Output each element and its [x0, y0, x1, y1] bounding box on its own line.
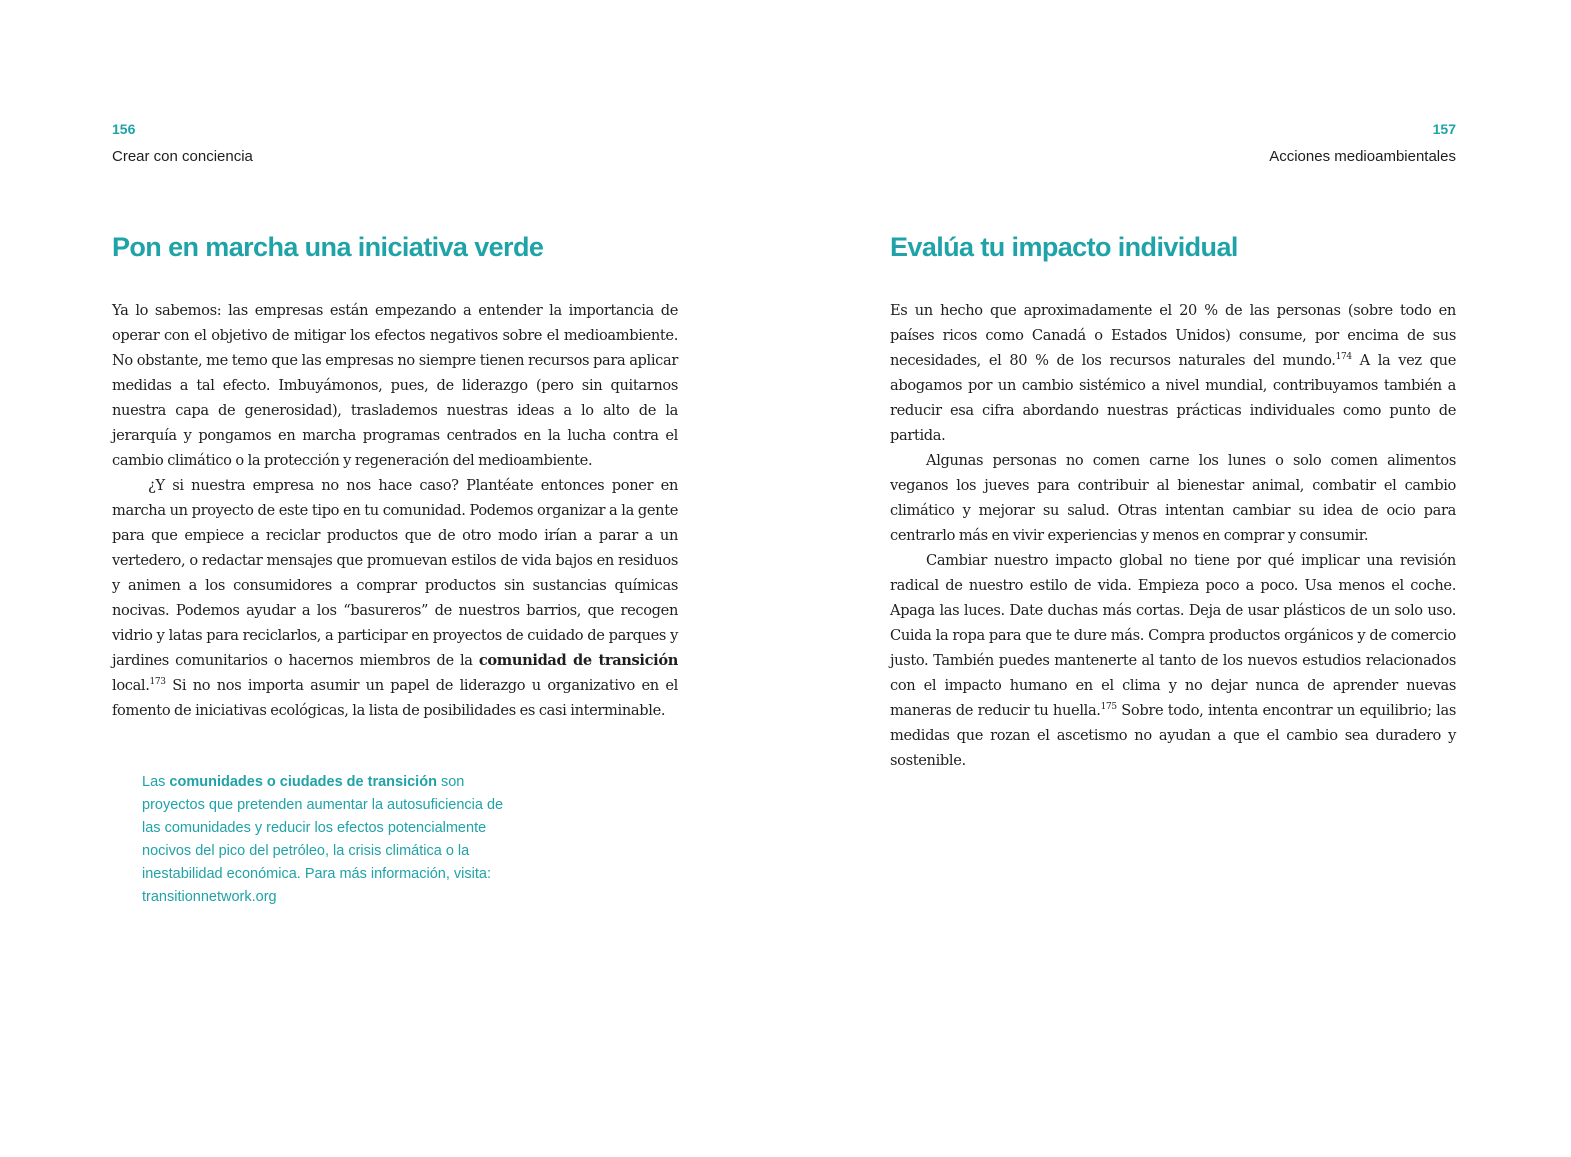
- bold-term: comunidades o ciudades de transición: [169, 774, 437, 790]
- footnote-ref: 173: [149, 677, 166, 688]
- page-number: 156: [112, 121, 136, 137]
- text-run: local.: [112, 677, 150, 694]
- text-run: son proyectos que pretenden aumentar la autosuficiencia de las comunidades y reducir los efectos potencialmente nocivos del pico del petróleo, la crisis climática o la inestabilidad económica. Para más información, visita: transitionnetwork.org: [142, 774, 504, 905]
- section-heading: Pon en marcha una iniciativa verde: [112, 232, 544, 262]
- bold-term: comunidad de transición: [478, 652, 678, 669]
- running-head: Acciones medioambientales: [1269, 148, 1456, 165]
- text-run: Las: [142, 774, 170, 790]
- section-heading: Evalúa tu impacto individual: [890, 232, 1238, 262]
- paragraph: [890, 298, 1456, 448]
- sidebar-note: [142, 771, 520, 909]
- footnote-ref: 175: [1100, 702, 1117, 713]
- paragraph: [890, 548, 1456, 773]
- text-run: Es un hecho que aproximadamente el 20 % de las personas (sobre todo en países ricos como Canadá o Estados Unidos) consume, por encima de sus necesidades, el 80 % de los recursos naturales del mundo.: [890, 302, 1456, 369]
- footnote-ref: 174: [1335, 352, 1352, 363]
- text-run: A la vez que abogamos por un cambio sistémico a nivel mundial, contribuyamos también a reducir esa cifra abordando nuestras prácticas individuales como punto de partida.: [890, 352, 1456, 444]
- paragraph: Algunas personas no comen carne los lunes o solo comen alimentos veganos los jueves para contribuir al bienestar animal, combatir el cambio climático y mejorar su salud. Otras intentan cambiar su idea de ocio para centrarlo más en vivir experiencias y menos en comprar y consumir.: [890, 452, 1456, 544]
- paragraph: [112, 473, 678, 723]
- body-text: [112, 298, 678, 723]
- text-run: Sobre todo, intenta encontrar un equilibrio; las medidas que rozan el ascetismo no ayudan a que el cambio sea duradero y sostenible.: [890, 702, 1456, 769]
- running-head: Crear con conciencia: [112, 148, 253, 165]
- body-text: [890, 298, 1456, 773]
- page-number: 157: [1432, 121, 1456, 137]
- text-run: Si no nos importa asumir un papel de liderazgo u organizativo en el fomento de iniciativas ecológicas, la lista de posibilidades es casi interminable.: [112, 677, 678, 719]
- text-run: ¿Y si nuestra empresa no nos hace caso? Plantéate entonces poner en marcha un proyecto de este tipo en tu comunidad. Podemos organizar a la gente para que empiece a reciclar productos que de otro modo irían a parar a un vertedero, o redactar mensajes que promuevan estilos de vida bajos en residuos y animen a los consumidores a comprar productos sin sustancias químicas nocivas. Podemos ayudar a los “basureros” de nuestros barrios, que recogen vidrio y latas para reciclarlos, a participar en proyectos de cuidado de parques y jardines comunitarios o hacernos miembros de la: [112, 477, 678, 669]
- text-run: Cambiar nuestro impacto global no tiene por qué implicar una revisión radical de nuestro estilo de vida. Empieza poco a poco. Usa menos el coche. Apaga las luces. Date duchas más cortas. Deja de usar plásticos de un solo uso. Cuida la ropa para que te dure más. Compra productos orgánicos y de comercio justo. También puedes mantenerte al tanto de los nuevos estudios relacionados con el impacto humano en el clima y no dejar nunca de aprender nuevas maneras de reducir tu huella.: [890, 552, 1456, 719]
- paragraph: Ya lo sabemos: las empresas están empezando a entender la importancia de operar con el objetivo de mitigar los efectos negativos sobre el medioambiente. No obstante, me temo que las empresas no siempre tienen recursos para aplicar medidas a tal efecto. Imbuyámonos, pues, de liderazgo (pero sin quitarnos nuestra capa de generosidad), traslademos nuestras ideas a lo alto de la jerarquía y pongamos en marcha programas centrados en la lucha contra el cambio climático o la protección y regeneración del medioambiente.: [112, 302, 678, 469]
